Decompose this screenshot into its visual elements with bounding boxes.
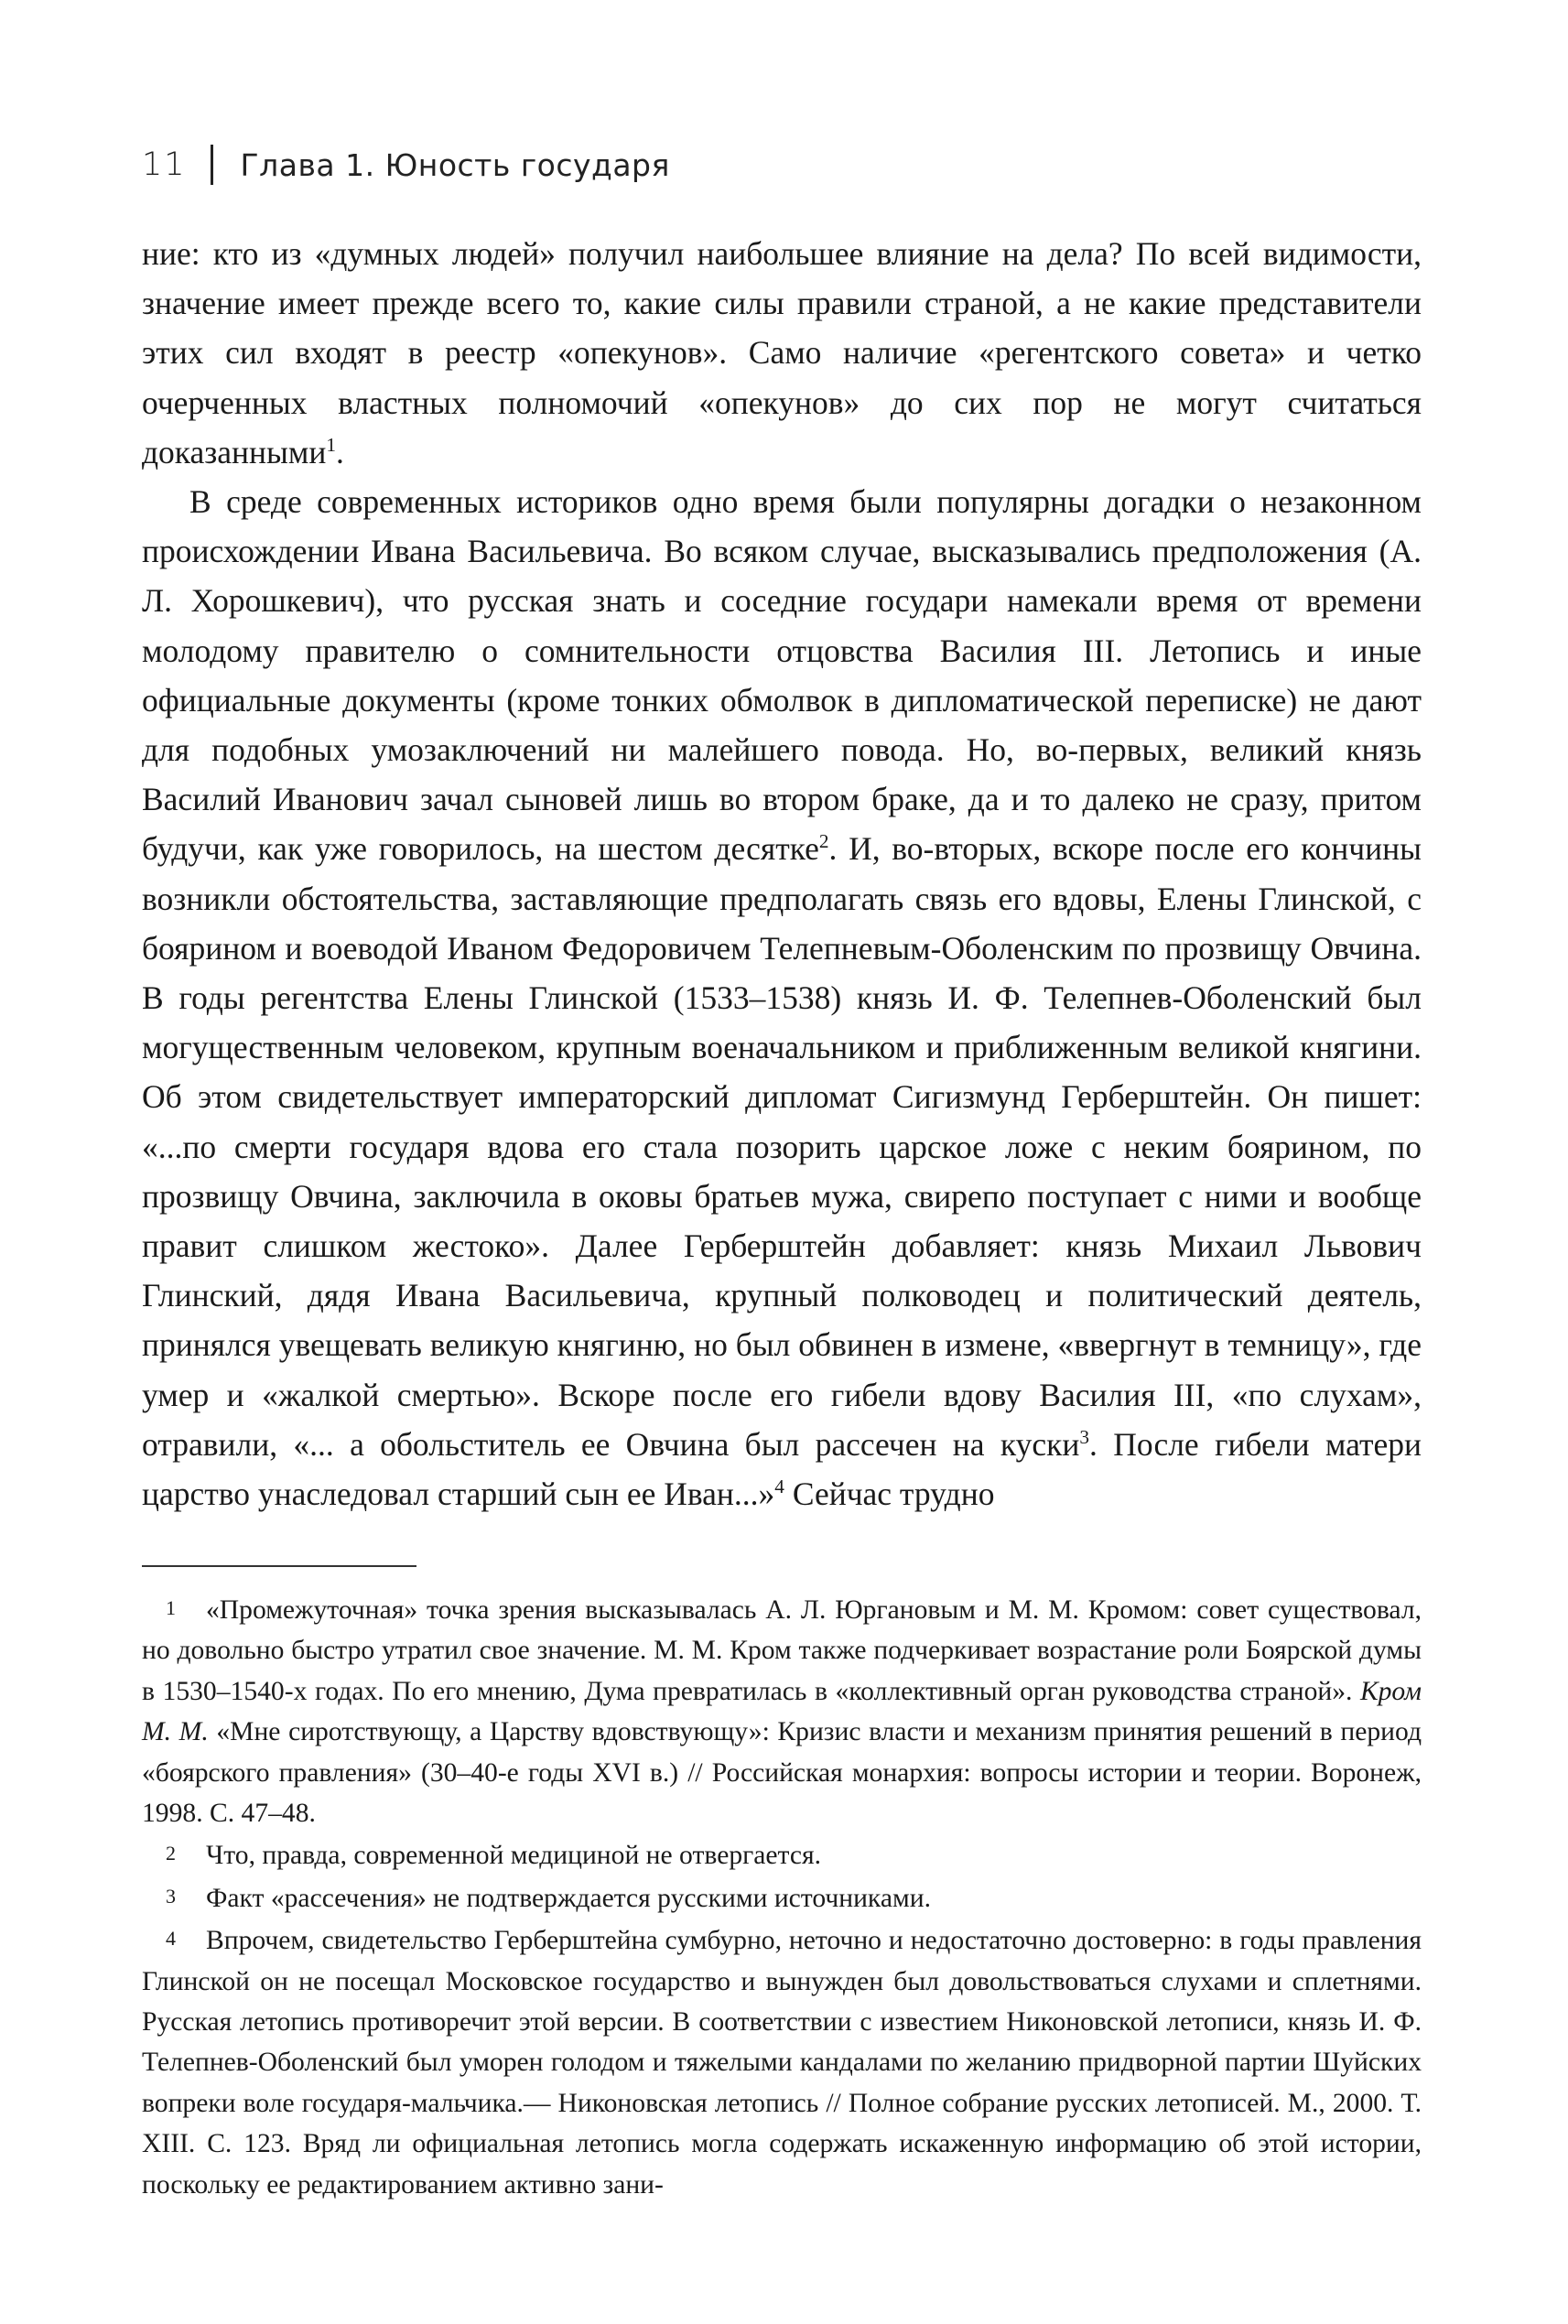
footnote-text: «Мне сиротствующу, а Царству вдовствующу»: Кризис власти и механизм принятия решений в период «боярского правления» (30–40-е годы XVI в.) // Российская монархия: вопросы истории и теории. Воронеж, 1998. С. 47–48. — [142, 1717, 1422, 1829]
footnote-ref-4: 4 — [774, 1475, 784, 1498]
footnote-separator — [142, 1565, 416, 1567]
paragraph-2-text-b: . И, во-вторых, вскоре после его кончины возникли обстоятельства, заставляющие предполагать связь его вдовы, Елены Глинской, с боярином и воеводой Иваном Федоровичем Телепневым-Оболенским по прозвищу Овчина. В годы регентства Елены Глинской (1533–1538) князь И. Ф. Телепнев-Оболенский был могущественным человеком, крупным военачальником и приближенным великой княгини. Об этом свидетельствует императорский дипломат Сигизмунд Герберштейн. Он пишет: «...по смерти государя вдова его стала позорить царское ложе с неким боярином, по прозвищу Овчина, заключила в оковы братьев мужа, свирепо поступает с ними и вообще правит слишком жестоко». Далее Герберштейн добавляет: князь Михаил Львович Глинский, дядя Ивана Васильевича, крупный полководец и политический деятель, принялся увещевать великую княгиню, но был обвинен в измене, «ввергнут в темницу», где умер и «жалкой смертью». Вскоре после его гибели вдову Василия III, «по слухам», отравили, «... а обольститель ее Овчина был рассечен на куски — [142, 830, 1422, 1463]
paragraph-1-text: ние: кто из «думных людей» получил наибольшее влияние на дела? По всей видимости, значение имеет прежде всего то, какие силы правили страной, а не какие представители этих сил входят в реестр «опекунов». Само наличие «регентского совета» и четко очерченных властных полномочий «опекунов» до сих пор не могут считаться доказанными — [142, 235, 1422, 470]
footnote-number: 4 — [166, 1927, 176, 1951]
chapter-title: Глава 1. Юность государя — [240, 146, 670, 183]
footnote-text: Факт «рассечения» не подтверждается русскими источниками. — [206, 1883, 931, 1913]
footnote-ref-3: 3 — [1079, 1426, 1090, 1449]
paragraph-1 — [142, 229, 1422, 477]
footnote-ref-2: 2 — [818, 830, 829, 853]
header-divider — [211, 145, 213, 185]
paragraph-2-text-c: . После гибели матери царство унаследовал старший сын ее Иван...» — [142, 1425, 1422, 1513]
footnote-4 — [142, 1919, 1422, 2205]
footnote-3 — [142, 1876, 1422, 1919]
footnote-text: Что, правда, современной медициной не отвергается. — [206, 1841, 821, 1871]
page-number: 11 — [142, 146, 187, 183]
footnote-number: 3 — [166, 1884, 176, 1908]
footnote-number: 1 — [166, 1596, 176, 1619]
paragraph-2-text-a: В среде современных историков одно время были популярны догадки о незаконном происхождении Ивана Васильевича. Во всяком случае, высказывались предположения (А. Л. Хорошкевич), что русская знать и соседние государи намекали время от времени молодому правителю о сомнительности отцовства Василия III. Летопись и иные официальные документы (кроме тонких обмолвок в дипломатической переписке) не дают для подобных умозаключений ни малейшего повода. Но, во-первых, великий князь Василий Иванович зачал сыновей лишь во втором браке, да и то далеко не сразу, притом будучи, как уже говорилось, на шестом десятке — [142, 483, 1422, 868]
footnote-author: Кром М. М. — [142, 1676, 1422, 1747]
footnote-text: «Промежуточная» точка зрения высказывалась А. Л. Юргановым и М. М. Кромом: совет существовал, но довольно быстро утратил свое значение. М. М. Кром также подчеркивает возрастание роли Боярской думы в 1530–1540-х годах. По его мнению, Дума превратилась в «коллективный орган руководства страной». — [142, 1595, 1422, 1706]
running-head — [142, 137, 670, 192]
footnote-text: Впрочем, свидетельство Герберштейна сумбурно, неточно и недостаточно достоверно: в годы правления Глинской он не посещал Московское государство и вынужден был довольствоваться слухами и сплетнями. Русская летопись противоречит этой версии. В соответствии с известием Никоновской летописи, князь И. Ф. Телепнев-Оболенский был уморен голодом и тяжелыми кандалами по желанию придворной партии Шуйских вопреки воле государя-мальчика.— Никоновская летопись // Полное собрание русских летописей. М., 2000. Т. XIII. С. 123. Вряд ли официальная летопись могла содержать искаженную информацию об этой истории, поскольку ее редактированием активно зани- — [142, 1926, 1422, 2200]
paragraph-1-end: . — [336, 433, 344, 470]
paragraph-2 — [142, 477, 1422, 1519]
footnote-ref-1: 1 — [326, 433, 337, 456]
footnotes — [142, 1588, 1422, 2205]
footnote-2 — [142, 1833, 1422, 1875]
footnote-number: 2 — [166, 1842, 176, 1865]
main-text — [142, 229, 1422, 1519]
footnote-1 — [142, 1588, 1422, 1833]
paragraph-2-text-d: Сейчас трудно — [784, 1475, 995, 1513]
